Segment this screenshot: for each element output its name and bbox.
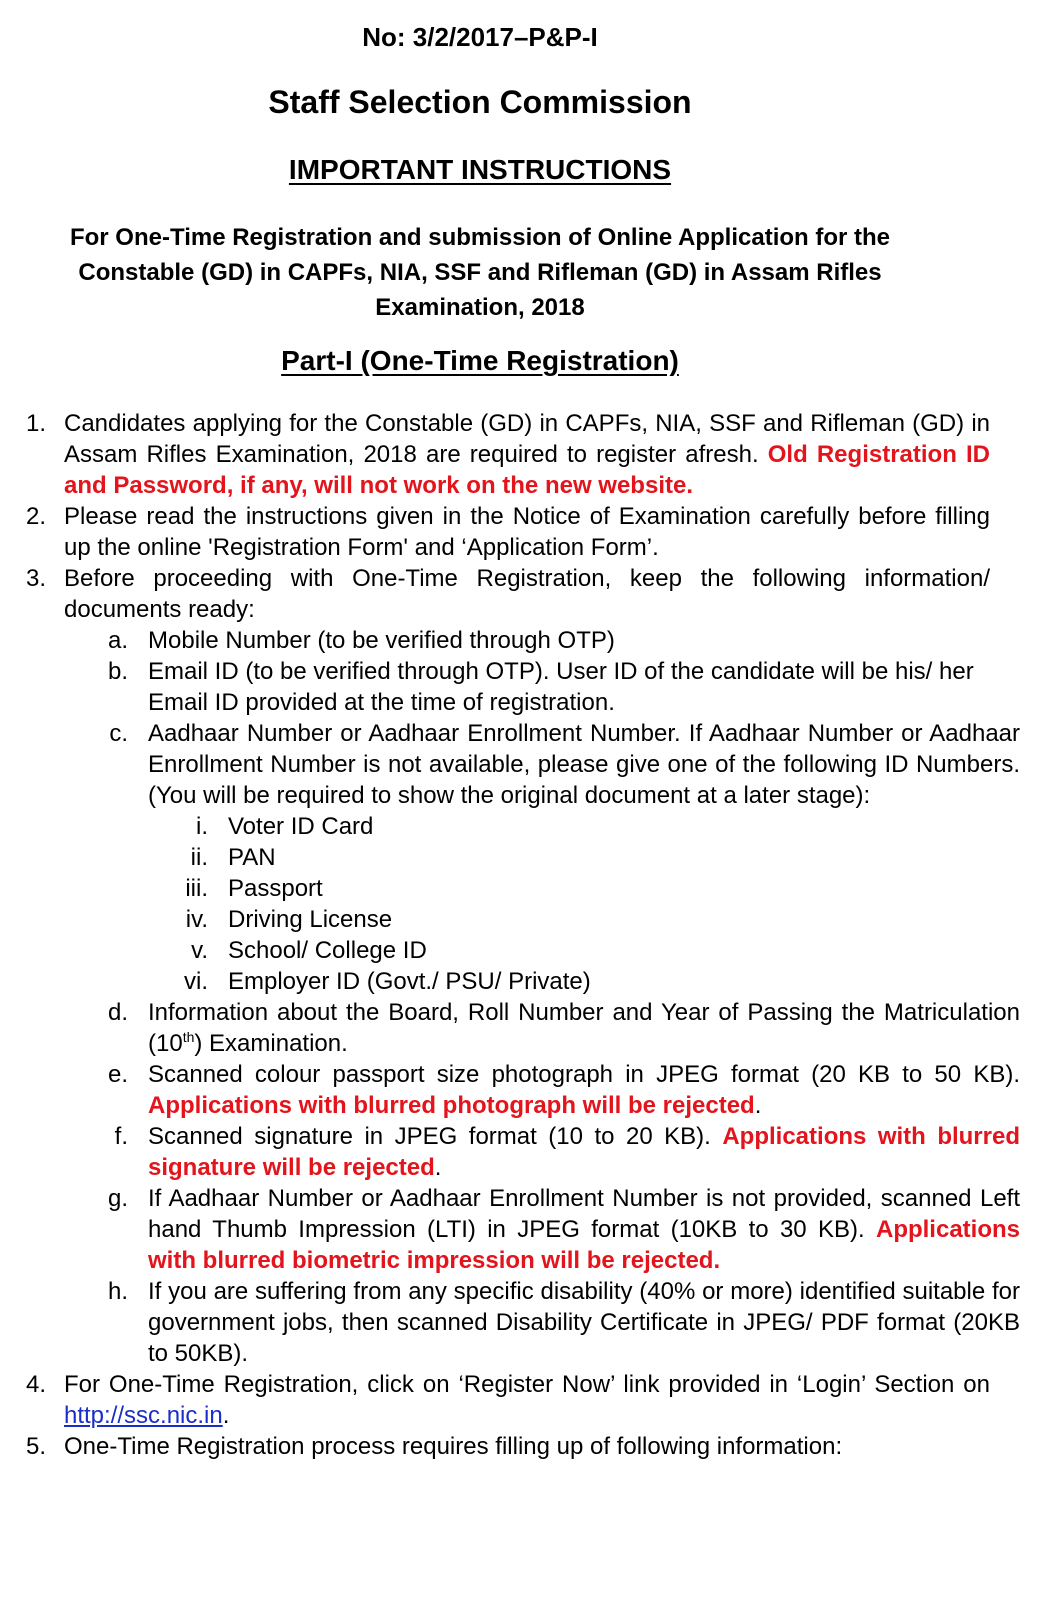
- list-item-3h: [0, 1276, 1052, 1369]
- item-letter: d.: [107, 999, 128, 1026]
- warning-text: Old Registration ID and Password, if any, will not work on the new website.: [64, 441, 990, 499]
- item-text: Candidates applying for the Constable (GD) in CAPFs, NIA, SSF and Rifleman (GD) in Assam Rifles Examination, 2018 are required to register afresh.: [64, 410, 990, 468]
- important-instructions-heading: IMPORTANT INSTRUCTIONS: [288, 154, 672, 185]
- ssc-website-link[interactable]: http://ssc.nic.in: [64, 1402, 223, 1429]
- item-text: One-Time Registration process requires filling up of following information:: [64, 1433, 843, 1460]
- item-letter: b.: [107, 658, 128, 685]
- item-text: Aadhaar Number or Aadhaar Enrollment Number. If Aadhaar Number or Aadhaar Enrollment Number is not available, please give one of the following ID Numbers. (You will be required to show the original document at a later stage):: [148, 720, 1020, 809]
- item-text: Passport: [228, 875, 323, 902]
- item-letter: e.: [107, 1061, 128, 1088]
- item-letter: c.: [109, 720, 128, 747]
- item-text: Mobile Number (to be verified through OTP): [148, 627, 615, 654]
- list-item-3: [0, 563, 1022, 625]
- item-number: 3.: [25, 565, 46, 592]
- item-roman: i.: [196, 813, 208, 840]
- subtitle-line-3: Examination, 2018: [375, 294, 585, 321]
- list-item-5: [0, 1431, 1022, 1462]
- item-roman: iii.: [185, 875, 208, 902]
- id-option-6: [0, 966, 1052, 997]
- item-letter: h.: [107, 1278, 128, 1305]
- subtitle-line-1: For One-Time Registration and submission of Online Application for the: [69, 224, 891, 251]
- item-roman: iv.: [185, 906, 208, 933]
- item-text: School/ College ID: [228, 937, 427, 964]
- superscript: th: [182, 1029, 195, 1045]
- list-item-3c: [0, 718, 1052, 811]
- warning-text: Applications with blurred photograph will be rejected: [148, 1092, 755, 1119]
- id-option-2: [0, 842, 1052, 873]
- item-text: Please read the instructions given in the Notice of Examination carefully before filling up the online 'Registration Form' and ‘Application Form’.: [64, 503, 990, 561]
- list-item-4: [0, 1369, 1022, 1431]
- list-item-3g: [0, 1183, 1052, 1276]
- part-heading: Part-I (One-Time Registration): [281, 345, 679, 376]
- item-text-tail: .: [222, 1402, 230, 1429]
- id-option-3: [0, 873, 1052, 904]
- item-text: Before proceeding with One-Time Registration, keep the following information/ documents ready:: [64, 565, 990, 623]
- instruction-list: [0, 408, 1052, 1462]
- list-item-2: [0, 501, 1022, 563]
- item-text: If Aadhaar Number or Aadhaar Enrollment Number is not provided, scanned Left hand Thumb Impression (LTI) in JPEG format (10KB to 30 KB).: [148, 1185, 1020, 1243]
- item-text: Information about the Board, Roll Number and Year of Passing the Matriculation (10: [148, 999, 1020, 1057]
- document-number: No: 3/2/2017–P&P-I: [362, 22, 598, 52]
- item-roman: vi.: [184, 968, 208, 995]
- warning-text: Applications with blurred signature will be rejected: [148, 1123, 1020, 1181]
- item-text: PAN: [228, 844, 276, 871]
- list-item-3b: [0, 656, 1052, 718]
- item-text: Email ID (to be verified through OTP). User ID of the candidate will be his/ her Email ID provided at the time of registration.: [148, 658, 974, 716]
- item-text-tail: ) Examination.: [194, 1030, 348, 1057]
- id-option-1: [0, 811, 1052, 842]
- list-item-3d: [0, 997, 1052, 1059]
- list-item-3f: [0, 1121, 1052, 1183]
- subtitle: [0, 220, 960, 325]
- item-text-tail: .: [754, 1092, 762, 1119]
- item-number: 2.: [25, 503, 46, 530]
- item-letter: g.: [107, 1185, 128, 1212]
- id-option-4: [0, 904, 1052, 935]
- item-number: 5.: [25, 1433, 46, 1460]
- list-item-3a: [0, 625, 1052, 656]
- list-item-3e: [0, 1059, 1052, 1121]
- item-text: Employer ID (Govt./ PSU/ Private): [228, 968, 591, 995]
- id-option-5: [0, 935, 1052, 966]
- item-number: 4.: [25, 1371, 46, 1398]
- item-text: Scanned colour passport size photograph in JPEG format (20 KB to 50 KB).: [148, 1061, 1020, 1088]
- item-roman: ii.: [190, 844, 208, 871]
- item-text-tail: .: [434, 1154, 442, 1181]
- list-item-1: [0, 408, 1022, 501]
- item-text: For One-Time Registration, click on ‘Register Now’ link provided in ‘Login’ Section on: [64, 1371, 990, 1398]
- item-roman: v.: [191, 937, 208, 964]
- item-number: 1.: [25, 410, 46, 437]
- item-letter: f.: [114, 1123, 128, 1150]
- item-letter: a.: [107, 627, 128, 654]
- item-text: If you are suffering from any specific disability (40% or more) identified suitable for government jobs, then scanned Disability Certificate in JPEG/ PDF format (20KB to 50KB).: [148, 1278, 1020, 1367]
- subtitle-line-2: Constable (GD) in CAPFs, NIA, SSF and Rifleman (GD) in Assam Rifles: [78, 259, 882, 286]
- item-text: Scanned signature in JPEG format (10 to 20 KB).: [148, 1123, 723, 1150]
- commission-title: Staff Selection Commission: [268, 84, 692, 120]
- warning-text: Applications with blurred biometric impression will be rejected.: [148, 1216, 1020, 1274]
- item-text: Driving License: [228, 906, 393, 933]
- item-text: Voter ID Card: [228, 813, 374, 840]
